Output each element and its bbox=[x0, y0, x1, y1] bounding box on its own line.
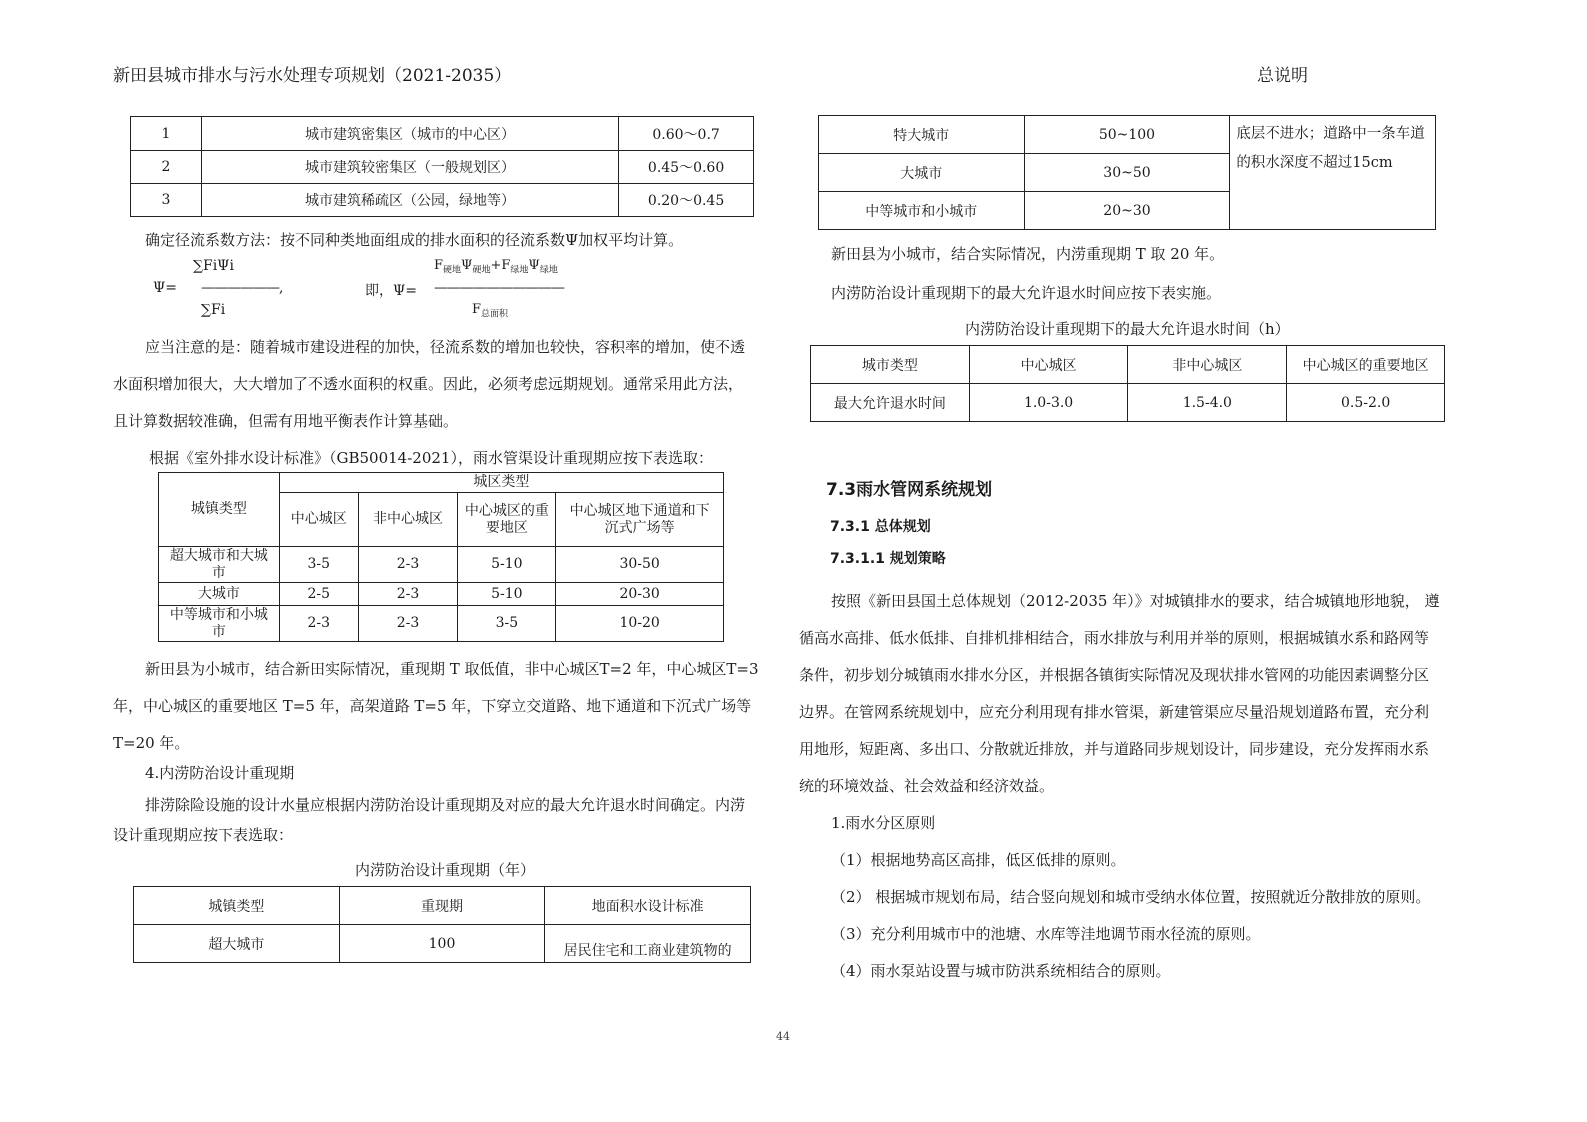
table-cell: 城市建筑密集区（城市的中心区） bbox=[201, 117, 618, 151]
drain-time-table-caption: 内涝防治设计重现期下的最大允许退水时间（h） bbox=[965, 320, 1290, 338]
max-time-paragraph: 内涝防治设计重现期下的最大允许退水时间应按下表实施。 bbox=[831, 284, 1222, 302]
item-1-heading: 1.雨水分区原则 bbox=[831, 814, 936, 832]
table-cell: 城市建筑较密集区（一般规划区） bbox=[201, 151, 618, 184]
formula-subscript: 硬地 bbox=[472, 265, 491, 276]
formula-psi: Ψ= bbox=[153, 280, 178, 296]
formula-subscript: 总面积 bbox=[481, 309, 509, 320]
note-paragraph-line: 水面积增加很大，大大增加了不透水面积的权重。因此，必须考虑远期规划。通常采用此方法， bbox=[113, 375, 744, 393]
principle-item: （4）雨水泵站设置与城市防洪系统相结合的原则。 bbox=[831, 962, 1171, 980]
page-number: 44 bbox=[776, 1030, 790, 1043]
formula-subscript: 绿地 bbox=[539, 265, 558, 276]
table-cell: 0.5-2.0 bbox=[1287, 384, 1445, 422]
town-type-header: 城镇类型 bbox=[159, 473, 280, 547]
table-header-cell: 非中心城区 bbox=[1128, 346, 1287, 384]
note-paragraph-line: 且计算数据较准确，但需有用地平衡表作计算基础。 bbox=[113, 412, 459, 430]
table-cell: 大城市 bbox=[159, 583, 280, 606]
formula-term: F bbox=[472, 302, 482, 317]
formula-ji: 即，Ψ= bbox=[365, 283, 418, 299]
table-cell: 100 bbox=[339, 925, 545, 963]
table-cell: 20~30 bbox=[1024, 192, 1230, 230]
formula-term: Ψ bbox=[461, 258, 473, 273]
table-cell: 2-5 bbox=[279, 583, 358, 606]
waterlogging-return-period-table-continued bbox=[818, 115, 1436, 230]
xintian-paragraph-line: 年，中心城区的重要地区 T=5 年，高架道路 T=5 年，下穿立交道路、地下通道和下沉式广场等 bbox=[113, 697, 752, 715]
standard-cell: 底层不进水；道路中一条车道的积水深度不超过15cm bbox=[1230, 116, 1436, 230]
strategy-paragraph-line: 用地形，短距离、多出口、分散就近排放，并与道路同步规划设计，同步建设，充分发挥雨水系 bbox=[799, 740, 1430, 758]
runoff-coefficient-table bbox=[130, 116, 754, 217]
table-header-cell: 城市类型 bbox=[811, 346, 970, 384]
formula-fraction-line: ——————, bbox=[201, 280, 283, 296]
table-cell: 10-20 bbox=[556, 606, 724, 642]
table-cell: 最大允许退水时间 bbox=[811, 384, 970, 422]
formula-denominator: ∑Fi bbox=[201, 302, 226, 318]
max-drain-time-table bbox=[810, 345, 1445, 422]
strategy-paragraph-line: 统的环境效益、社会效益和经济效益。 bbox=[799, 777, 1055, 795]
table-cell: 超大城市 bbox=[134, 925, 340, 963]
table-header-cell: 中心城区的重要地区 bbox=[1287, 346, 1445, 384]
section-title: 总说明 bbox=[1257, 66, 1308, 86]
table-cell: 中等城市和小城市 bbox=[819, 192, 1025, 230]
table-cell: 30-50 bbox=[556, 547, 724, 583]
table-row bbox=[131, 151, 754, 184]
table-cell: 2-3 bbox=[358, 547, 458, 583]
small-city-paragraph: 新田县为小城市，结合实际情况，内涝重现期 T 取 20 年。 bbox=[831, 245, 1225, 263]
table-row bbox=[159, 583, 724, 606]
table-cell: 2-3 bbox=[358, 583, 458, 606]
table-cell: 20-30 bbox=[556, 583, 724, 606]
table-header-cell: 城镇类型 bbox=[134, 887, 340, 925]
table-row bbox=[811, 384, 1445, 422]
table-row bbox=[131, 184, 754, 217]
section-heading-7-3-1: 7.3.1 总体规划 bbox=[830, 519, 931, 535]
table-header-cell: 非中心城区 bbox=[358, 493, 458, 547]
drain-paragraph-line: 设计重现期应按下表选取： bbox=[113, 826, 294, 844]
formula-subscript: 绿地 bbox=[510, 265, 529, 276]
formula-term: Ψ bbox=[528, 258, 540, 273]
formula-subscript: 硬地 bbox=[443, 265, 462, 276]
table-header-cell: 地面积水设计标准 bbox=[545, 887, 751, 925]
table-cell: 0.60～0.7 bbox=[619, 117, 754, 151]
strategy-paragraph-line: 边界。在管网系统规划中，应充分利用现有排水管渠，新建管渠应尽量沿规划道路布置，充分利 bbox=[799, 703, 1430, 721]
table-cell: 大城市 bbox=[819, 154, 1025, 192]
table-header-cell: 重现期 bbox=[339, 887, 545, 925]
table-cell: 1.5-4.0 bbox=[1128, 384, 1287, 422]
formula-fraction-line: —————————— bbox=[434, 280, 564, 296]
formula-term: F bbox=[434, 258, 444, 273]
table-row bbox=[159, 473, 724, 493]
table-cell: 0.45～0.60 bbox=[619, 151, 754, 184]
xintian-paragraph-line: 新田县为小城市，结合新田实际情况，重现期 T 取低值，非中心城区T=2 年，中心城区T=3 bbox=[145, 660, 759, 678]
strategy-paragraph-line: 条件，初步划分城镇雨水排水分区，并根据各镇街实际情况及现状排水管网的功能因素调整分区 bbox=[799, 666, 1430, 684]
waterlogging-table-caption: 内涝防治设计重现期（年） bbox=[355, 861, 536, 879]
district-type-header: 城区类型 bbox=[279, 473, 723, 493]
strategy-paragraph-line: 循高水高排、低水低排、自排机排相结合，雨水排放与利用并举的原则，根据城镇水系和路网等 bbox=[799, 629, 1430, 647]
table-cell: 居民住宅和工商业建筑物的 bbox=[545, 925, 751, 963]
formula-numerator: ∑FiΨi bbox=[193, 258, 234, 274]
table-cell: 1.0-3.0 bbox=[969, 384, 1128, 422]
table-cell: 中等城市和小城市 bbox=[159, 606, 280, 642]
table-row bbox=[159, 606, 724, 642]
section-heading-7-3: 7.3雨水管网系统规划 bbox=[826, 480, 993, 500]
principle-item: （3）充分利用城市中的池塘、水库等洼地调节雨水径流的原则。 bbox=[831, 925, 1261, 943]
table-cell: 2-3 bbox=[358, 606, 458, 642]
table-cell: 5-10 bbox=[458, 583, 556, 606]
table-cell: 30~50 bbox=[1024, 154, 1230, 192]
formula-weighted-numerator bbox=[434, 258, 558, 276]
xintian-paragraph-line: T=20 年。 bbox=[113, 734, 190, 752]
table-cell: 超大城市和大城市 bbox=[159, 547, 280, 583]
formula-denominator bbox=[472, 302, 508, 320]
formula-term: +F bbox=[490, 258, 511, 273]
design-return-period-table bbox=[158, 472, 724, 642]
standard-paragraph: 根据《室外排水设计标准》（GB50014-2021），雨水管渠设计重现期应按下表选取： bbox=[149, 449, 713, 467]
table-header-cell: 中心城区 bbox=[279, 493, 358, 547]
table-row bbox=[134, 925, 751, 963]
table-header-cell: 中心城区的重要地区 bbox=[458, 493, 556, 547]
table-cell: 城市建筑稀疏区（公园，绿地等） bbox=[201, 184, 618, 217]
table-header-cell: 中心城区 bbox=[969, 346, 1128, 384]
table-cell: 3-5 bbox=[279, 547, 358, 583]
item-4-heading: 4.内涝防治设计重现期 bbox=[145, 764, 295, 782]
document-title: 新田县城市排水与污水处理专项规划（2021-2035） bbox=[113, 66, 512, 86]
runoff-method-paragraph: 确定径流系数方法：按不同种类地面组成的排水面积的径流系数Ψ加权平均计算。 bbox=[145, 231, 684, 249]
table-row bbox=[819, 116, 1436, 154]
table-cell: 5-10 bbox=[458, 547, 556, 583]
table-cell: 特大城市 bbox=[819, 116, 1025, 154]
principle-item: （1）根据地势高区高排，低区低排的原则。 bbox=[831, 851, 1126, 869]
table-row bbox=[134, 887, 751, 925]
section-heading-7-3-1-1: 7.3.1.1 规划策略 bbox=[830, 551, 946, 567]
waterlogging-return-period-table bbox=[133, 886, 751, 963]
strategy-paragraph-line: 按照《新田县国土总体规划（2012-2035 年）》对城镇排水的要求，结合城镇地形地貌， 遵 bbox=[831, 592, 1440, 610]
table-cell: 2 bbox=[131, 151, 202, 184]
table-header-cell: 中心城区地下通道和下沉式广场等 bbox=[556, 493, 724, 547]
table-cell: 1 bbox=[131, 117, 202, 151]
table-cell: 0.20～0.45 bbox=[619, 184, 754, 217]
table-cell: 2-3 bbox=[279, 606, 358, 642]
table-cell: 50~100 bbox=[1024, 116, 1230, 154]
principle-item: （2） 根据城市规划布局，结合竖向规划和城市受纳水体位置，按照就近分散排放的原则。 bbox=[831, 888, 1431, 906]
drain-paragraph-line: 排涝除险设施的设计水量应根据内涝防治设计重现期及对应的最大允许退水时间确定。内涝 bbox=[145, 796, 746, 814]
table-row bbox=[159, 547, 724, 583]
table-row bbox=[131, 117, 754, 151]
table-cell: 3 bbox=[131, 184, 202, 217]
note-paragraph-line: 应当注意的是：随着城市建设进程的加快，径流系数的增加也较快，容积率的增加，使不透 bbox=[145, 338, 746, 356]
table-row bbox=[811, 346, 1445, 384]
table-cell: 3-5 bbox=[458, 606, 556, 642]
